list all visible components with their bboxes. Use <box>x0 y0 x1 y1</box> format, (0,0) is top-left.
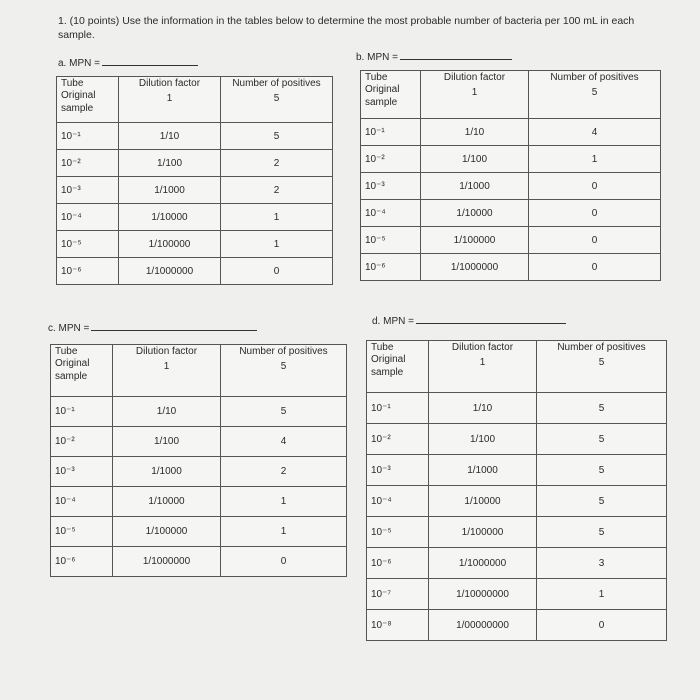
dilution-cell: 1/100 <box>429 424 537 455</box>
mpn-answer-blank-d[interactable] <box>416 314 566 324</box>
mpn-table-d <box>366 340 667 641</box>
tube-cell: 10⁻⁵ <box>51 517 113 547</box>
dilution-cell: 1/1000 <box>429 455 537 486</box>
tube-cell: 10⁻⁶ <box>361 254 421 281</box>
table-header-row <box>361 71 661 119</box>
mpn-table-c <box>50 344 347 577</box>
positives-cell: 4 <box>221 427 347 457</box>
positives-cell: 0 <box>221 258 333 285</box>
original-sample-label: Original sample <box>55 358 90 382</box>
mpn-label-d: d. MPN = <box>372 314 566 327</box>
tube-cell: 10⁻³ <box>57 177 119 204</box>
table-row <box>51 547 347 577</box>
header-positives: Number of positives 5 <box>537 341 667 393</box>
table-row <box>361 254 661 281</box>
header-dilution: Dilution factor 1 <box>421 71 529 119</box>
dilution-cell: 1/10 <box>119 123 221 150</box>
dilution-cell: 1/10 <box>113 397 221 427</box>
tube-cell: 10⁻¹ <box>57 123 119 150</box>
mpn-table-b <box>360 70 661 281</box>
positives-cell: 0 <box>529 254 661 281</box>
tube-cell: 10⁻⁶ <box>51 547 113 577</box>
dilution-cell: 1/1000000 <box>429 548 537 579</box>
dilution-cell: 1/00000000 <box>429 610 537 641</box>
positives-cell: 5 <box>537 424 667 455</box>
positives-cell: 0 <box>221 547 347 577</box>
mpn-label-c: c. MPN = <box>48 321 257 334</box>
tube-cell: 10⁻⁴ <box>361 200 421 227</box>
tube-cell: 10⁻¹ <box>361 119 421 146</box>
table-row <box>57 150 333 177</box>
tube-cell: 10⁻¹ <box>367 393 429 424</box>
original-sample-label: Original sample <box>61 90 96 114</box>
positives-cell: 5 <box>221 397 347 427</box>
header-dilution: Dilution factor 1 <box>429 341 537 393</box>
positives-cell: 2 <box>221 457 347 487</box>
table-row <box>367 486 667 517</box>
mpn-table-a <box>56 76 333 285</box>
table-row <box>57 231 333 258</box>
original-sample-label: Original sample <box>371 354 406 378</box>
positives-cell: 0 <box>529 227 661 254</box>
table-row <box>361 119 661 146</box>
positives-cell: 1 <box>221 487 347 517</box>
positives-cell: 0 <box>529 173 661 200</box>
header-dilution: Dilution factor 1 <box>113 345 221 397</box>
dilution-cell: 1/10000000 <box>429 579 537 610</box>
table-row <box>51 517 347 547</box>
table-row <box>57 123 333 150</box>
header-tube: Tube Original sample <box>367 341 429 393</box>
table-header-row <box>57 77 333 123</box>
dilution-cell: 1/10000 <box>119 204 221 231</box>
table-row <box>367 393 667 424</box>
tube-cell: 10⁻³ <box>51 457 113 487</box>
dilution-cell: 1/100 <box>119 150 221 177</box>
dilution-cell: 1/1000000 <box>113 547 221 577</box>
dilution-cell: 1/1000 <box>119 177 221 204</box>
table-row <box>51 427 347 457</box>
header-tube: Tube Original sample <box>361 71 421 119</box>
header-positives: Number of positives 5 <box>529 71 661 119</box>
table-row <box>367 548 667 579</box>
header-positives: Number of positives 5 <box>221 345 347 397</box>
table-header-row <box>51 345 347 397</box>
tube-cell: 10⁻⁴ <box>57 204 119 231</box>
table-row <box>57 258 333 285</box>
tube-cell: 10⁻⁵ <box>361 227 421 254</box>
table-row <box>57 177 333 204</box>
mpn-label-a: a. MPN = <box>58 56 198 69</box>
positives-cell: 4 <box>529 119 661 146</box>
mpn-answer-blank-c[interactable] <box>91 321 257 331</box>
dilution-cell: 1/100 <box>113 427 221 457</box>
tube-cell: 10⁻³ <box>367 455 429 486</box>
tube-cell: 10⁻⁵ <box>57 231 119 258</box>
tube-cell: 10⁻⁶ <box>367 548 429 579</box>
positives-cell: 0 <box>537 610 667 641</box>
positives-cell: 1 <box>221 231 333 258</box>
positives-cell: 2 <box>221 150 333 177</box>
positives-cell: 5 <box>537 486 667 517</box>
dilution-cell: 1/1000 <box>113 457 221 487</box>
tube-cell: 10⁻⁵ <box>367 517 429 548</box>
original-positives: 5 <box>273 93 280 104</box>
tube-cell: 10⁻⁷ <box>367 579 429 610</box>
tube-cell: 10⁻² <box>367 424 429 455</box>
question-text: 1. (10 points) Use the information in the tables below to determine the most probable number of bacteria per 100 mL in each sample. <box>58 15 635 41</box>
original-dilution: 1 <box>479 357 486 368</box>
dilution-cell: 1/10 <box>429 393 537 424</box>
original-dilution: 1 <box>471 87 478 98</box>
tube-cell: 10⁻² <box>361 146 421 173</box>
table-row <box>367 455 667 486</box>
original-positives: 5 <box>598 357 605 368</box>
dilution-cell: 1/10000 <box>421 200 529 227</box>
positives-cell: 1 <box>537 579 667 610</box>
table-row <box>361 173 661 200</box>
dilution-cell: 1/10 <box>421 119 529 146</box>
header-dilution: Dilution factor 1 <box>119 77 221 123</box>
table-row <box>57 204 333 231</box>
header-positives: Number of positives 5 <box>221 77 333 123</box>
dilution-cell: 1/100000 <box>429 517 537 548</box>
tube-cell: 10⁻⁴ <box>367 486 429 517</box>
table-row <box>51 487 347 517</box>
original-positives: 5 <box>280 361 287 372</box>
table-header-row <box>367 341 667 393</box>
table-row <box>367 579 667 610</box>
original-sample-label: Original sample <box>365 84 400 108</box>
dilution-cell: 1/10000 <box>429 486 537 517</box>
table-row <box>361 146 661 173</box>
positives-cell: 5 <box>537 393 667 424</box>
dilution-cell: 1/100000 <box>113 517 221 547</box>
tube-cell: 10⁻² <box>51 427 113 457</box>
dilution-cell: 1/100000 <box>421 227 529 254</box>
mpn-answer-blank-a[interactable] <box>102 56 198 66</box>
header-tube: Tube Original sample <box>51 345 113 397</box>
table-row <box>361 227 661 254</box>
positives-cell: 2 <box>221 177 333 204</box>
positives-cell: 3 <box>537 548 667 579</box>
dilution-cell: 1/1000 <box>421 173 529 200</box>
original-positives: 5 <box>591 87 598 98</box>
original-dilution: 1 <box>166 93 173 104</box>
table-row <box>361 200 661 227</box>
positives-cell: 5 <box>221 123 333 150</box>
table-row <box>367 424 667 455</box>
dilution-cell: 1/1000000 <box>119 258 221 285</box>
header-tube: Tube Original sample <box>57 77 119 123</box>
dilution-cell: 1/100000 <box>119 231 221 258</box>
original-dilution: 1 <box>163 361 170 372</box>
positives-cell: 1 <box>221 517 347 547</box>
dilution-cell: 1/10000 <box>113 487 221 517</box>
tube-cell: 10⁻¹ <box>51 397 113 427</box>
table-row <box>51 397 347 427</box>
table-row <box>367 610 667 641</box>
dilution-cell: 1/100 <box>421 146 529 173</box>
positives-cell: 1 <box>221 204 333 231</box>
mpn-answer-blank-b[interactable] <box>400 50 512 60</box>
table-row <box>367 517 667 548</box>
tube-cell: 10⁻⁴ <box>51 487 113 517</box>
tube-cell: 10⁻⁸ <box>367 610 429 641</box>
positives-cell: 5 <box>537 455 667 486</box>
positives-cell: 5 <box>537 517 667 548</box>
positives-cell: 0 <box>529 200 661 227</box>
tube-cell: 10⁻² <box>57 150 119 177</box>
tube-cell: 10⁻³ <box>361 173 421 200</box>
positives-cell: 1 <box>529 146 661 173</box>
table-row <box>51 457 347 487</box>
dilution-cell: 1/1000000 <box>421 254 529 281</box>
mpn-label-b: b. MPN = <box>356 50 512 63</box>
tube-cell: 10⁻⁶ <box>57 258 119 285</box>
